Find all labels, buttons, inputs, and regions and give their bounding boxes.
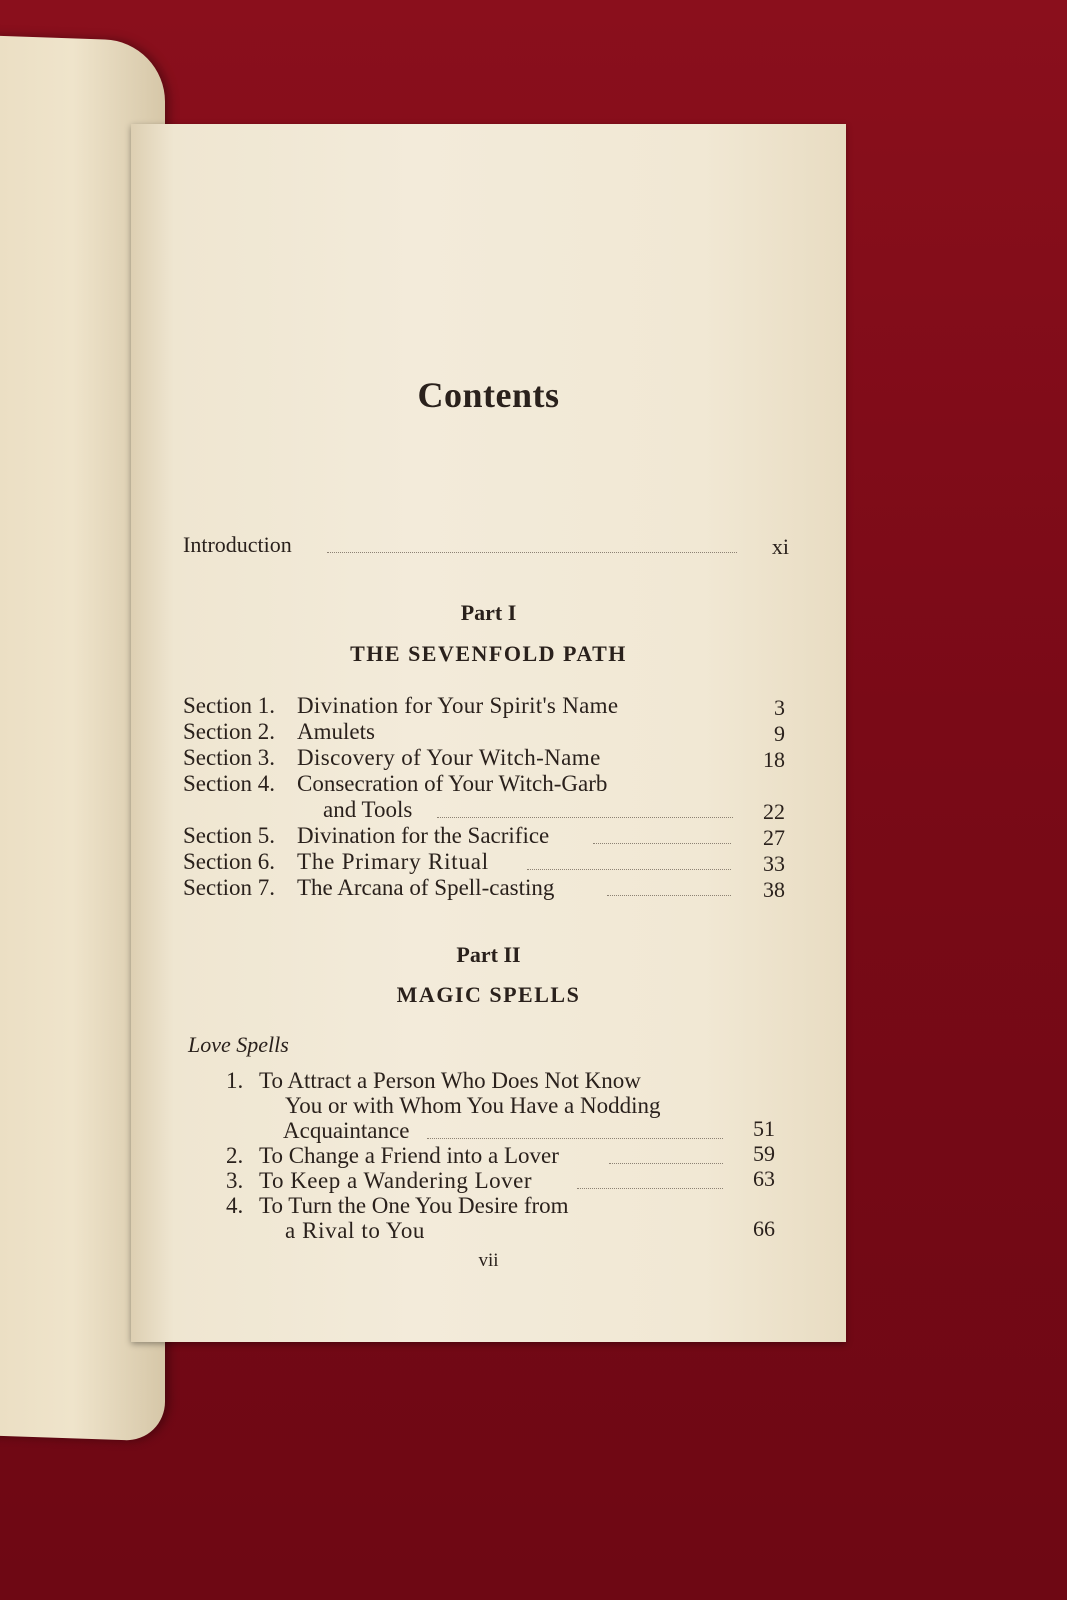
category-heading: Love Spells xyxy=(188,1032,289,1057)
section-page: 22 xyxy=(763,799,785,824)
section-title: Discovery of Your Witch-Name xyxy=(297,745,601,770)
spell-title: To Attract a Person Who Does Not Know xyxy=(259,1068,641,1093)
leader-dots xyxy=(527,869,731,870)
section-title: Divination for Your Spirit's Name xyxy=(297,693,619,718)
leader-dots xyxy=(577,1188,723,1189)
part2-label: Part II xyxy=(456,942,521,967)
section-title-cont: and Tools xyxy=(323,797,413,822)
spell-title: To Keep a Wandering Lover xyxy=(259,1168,533,1193)
section-number: Section 5. xyxy=(183,823,275,848)
section-page: 9 xyxy=(774,721,785,746)
spell-number: 3. xyxy=(226,1168,244,1193)
section-number: Section 7. xyxy=(183,875,275,900)
part2-title: MAGIC SPELLS xyxy=(396,982,581,1007)
leader-dots xyxy=(593,843,731,844)
spell-page: 66 xyxy=(753,1216,775,1241)
section-title: The Primary Ritual xyxy=(297,849,489,874)
section-number: Section 1. xyxy=(183,693,275,718)
spell-page: 63 xyxy=(753,1166,775,1191)
spell-number: 4. xyxy=(226,1193,244,1218)
section-page: 3 xyxy=(774,695,785,720)
spell-page: 51 xyxy=(753,1116,775,1141)
part1-title: THE SEVENFOLD PATH xyxy=(350,641,627,666)
section-page: 27 xyxy=(763,825,785,850)
section-title: The Arcana of Spell-casting xyxy=(297,875,555,900)
section-number: Section 3. xyxy=(183,745,275,770)
spell-title-cont: You or with Whom You Have a Nodding xyxy=(285,1093,661,1118)
intro-page: xi xyxy=(771,534,789,559)
book-page xyxy=(131,124,846,1342)
leader-dots xyxy=(427,1138,723,1139)
leader-dots xyxy=(609,1163,723,1164)
leader-dots xyxy=(437,817,733,818)
spell-number: 2. xyxy=(226,1143,244,1168)
section-page: 33 xyxy=(763,851,785,876)
section-number: Section 6. xyxy=(183,849,275,874)
section-page: 18 xyxy=(763,747,785,772)
section-page: 38 xyxy=(763,877,785,902)
section-number: Section 4. xyxy=(183,771,275,796)
spell-title-cont: a Rival to You xyxy=(285,1218,426,1243)
part1-label: Part I xyxy=(460,600,517,625)
spell-page: 59 xyxy=(753,1141,775,1166)
section-title: Amulets xyxy=(297,719,375,744)
spell-title: To Turn the One You Desire from xyxy=(259,1193,569,1218)
spell-title-cont: Acquaintance xyxy=(283,1118,410,1143)
section-title: Consecration of Your Witch-Garb xyxy=(297,771,608,796)
intro-label: Introduction xyxy=(183,532,292,557)
page-folio: vii xyxy=(478,1250,499,1271)
spell-title: To Change a Friend into a Lover xyxy=(259,1143,559,1168)
section-title: Divination for the Sacrifice xyxy=(297,823,550,848)
leader-dots xyxy=(607,895,731,896)
page-title: Contents xyxy=(417,375,560,415)
leader-dots xyxy=(327,552,737,553)
section-number: Section 2. xyxy=(183,719,275,744)
spell-number: 1. xyxy=(226,1068,244,1093)
